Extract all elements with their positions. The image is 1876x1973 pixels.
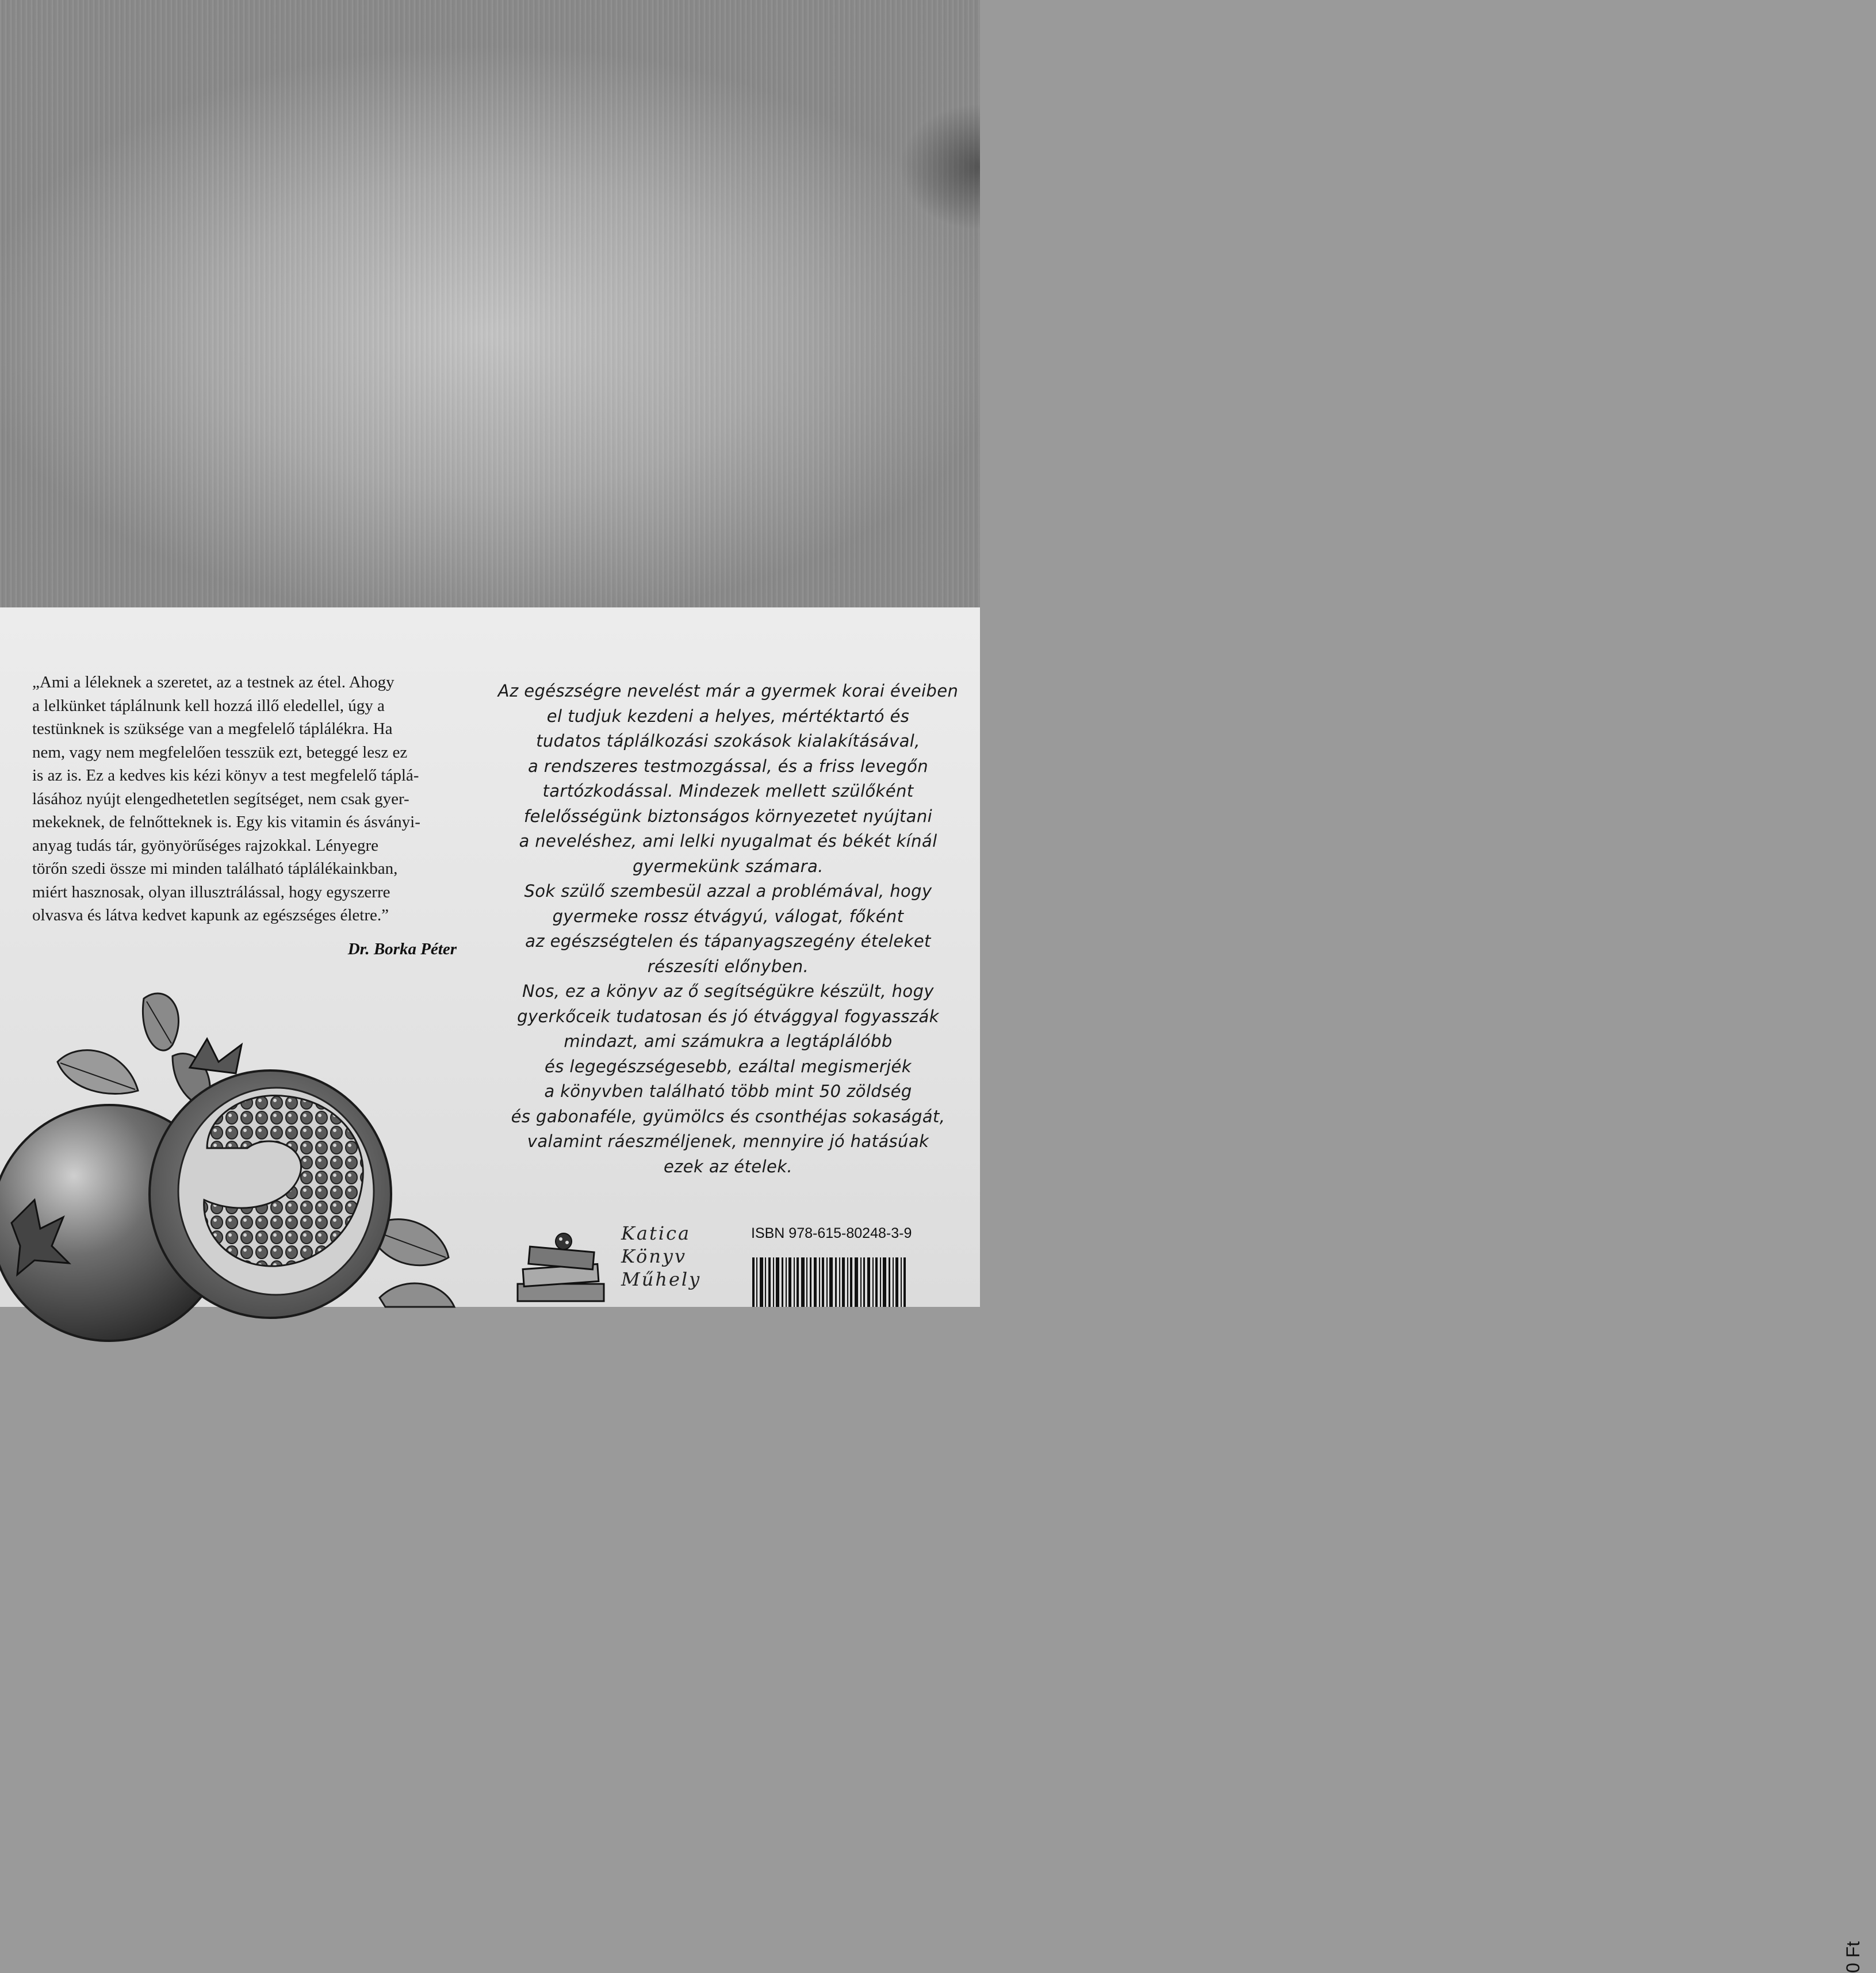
description-line: a neveléshez, ami lelki nyugalmat és békét kínál: [519, 831, 937, 851]
price-label: 0 Ft: [1843, 1941, 1863, 1973]
endorsement-quote: [32, 671, 457, 959]
description-line: gyermeke rossz étvágyú, válogat, főként: [552, 906, 904, 926]
description-line: Nos, ez a könyv az ő segítségükre készült, hogy: [522, 981, 934, 1001]
description-line: Sok szülő szembesül azzal a problémával, hogy: [524, 881, 932, 901]
quote-line: törőn szedi össze mi minden található táplálékainkban,: [32, 859, 398, 878]
publisher-name-line: Katica: [621, 1222, 691, 1244]
table-surface-background: [0, 0, 980, 607]
description-line: részesíti előnyben.: [647, 956, 809, 976]
quote-line: nem, vagy nem megfelelően tesszük ezt, beteggé lesz ez: [32, 743, 408, 762]
description-line: tudatos táplálkozási szokások kialakításával,: [536, 731, 920, 751]
description-line: és legegészségesebb, ezáltal megismerjék: [545, 1056, 912, 1076]
pomegranate-illustration: [0, 976, 466, 1307]
description-line: tartózkodással. Mindezek mellett szülőként: [542, 781, 914, 801]
description-line: el tudjuk kezdeni a helyes, mértéktartó és: [546, 706, 910, 726]
description-line: ezek az ételek.: [663, 1156, 793, 1176]
leaf-shape: [143, 993, 178, 1050]
description-line: gyermekünk számara.: [633, 856, 824, 876]
quote-line: anyag tudás tár, gyönyörűséges rajzokkal. Lényegre: [32, 836, 378, 855]
description-line: gyerkőceik tudatosan és jó étvággyal fogyasszák: [517, 1006, 939, 1026]
description-line: és gabonaféle, gyümölcs és csonthéjas sokaságát,: [511, 1106, 945, 1126]
quote-line: lásához nyújt elengedhetetlen segítséget, nem csak gyer-: [32, 789, 409, 808]
publisher-name: [621, 1222, 725, 1291]
quote-line: a lelkünket táplálnunk kell hozzá illő eledellel, úgy a: [32, 696, 385, 715]
description-line: mindazt, ami számukra a legtáplálóbb: [564, 1031, 893, 1051]
description-line: Az egészségre nevelést már a gyermek korai éveiben: [497, 681, 959, 701]
description-line: a rendszeres testmozgással, és a friss levegőn: [528, 756, 928, 776]
quote-line: „Ami a léleknek a szeretet, az a testnek az étel. Ahogy: [32, 673, 395, 691]
quote-line: testünknek is szüksége van a megfelelő táplálékra. Ha: [32, 720, 393, 738]
quote-line: miért hasznosak, olyan illusztrálással, hogy egyszerre: [32, 882, 390, 901]
description-line: az egészségtelen és tápanyagszegény ételeket: [525, 931, 931, 951]
description-line: a könyvben található több mint 50 zöldség: [544, 1081, 912, 1101]
quote-author: Dr. Borka Péter: [347, 939, 457, 958]
quote-line: mekeknek, de felnőtteknek is. Egy kis vitamin és ásványi-: [32, 813, 420, 831]
isbn-number: ISBN 978-615-80248-3-9: [751, 1225, 912, 1241]
book-description: [493, 679, 963, 1179]
leaf-shape: [58, 1050, 138, 1094]
publisher-name-line: Műhely: [621, 1268, 702, 1290]
quote-line: olvasva és látva kedvet kapunk az egészséges életre.”: [32, 906, 389, 924]
book-back-cover: [0, 607, 1863, 1973]
description-line: valamint ráeszméljenek, mennyire jó hatásúak: [527, 1131, 929, 1151]
publisher-name-line: Könyv: [621, 1245, 687, 1267]
quote-text: [32, 671, 457, 927]
quote-line: is az is. Ez a kedves kis kézi könyv a test megfelelő táplá-: [32, 766, 419, 785]
books-stack-ladybug-icon: [506, 1222, 615, 1308]
pomegranate-crown: [190, 1039, 242, 1073]
description-line: felelősségünk biztonságos környezetet nyújtani: [523, 806, 933, 826]
barcode: [752, 1257, 906, 1307]
publisher-logo: [506, 1222, 725, 1308]
leaf-shape: [380, 1283, 454, 1307]
